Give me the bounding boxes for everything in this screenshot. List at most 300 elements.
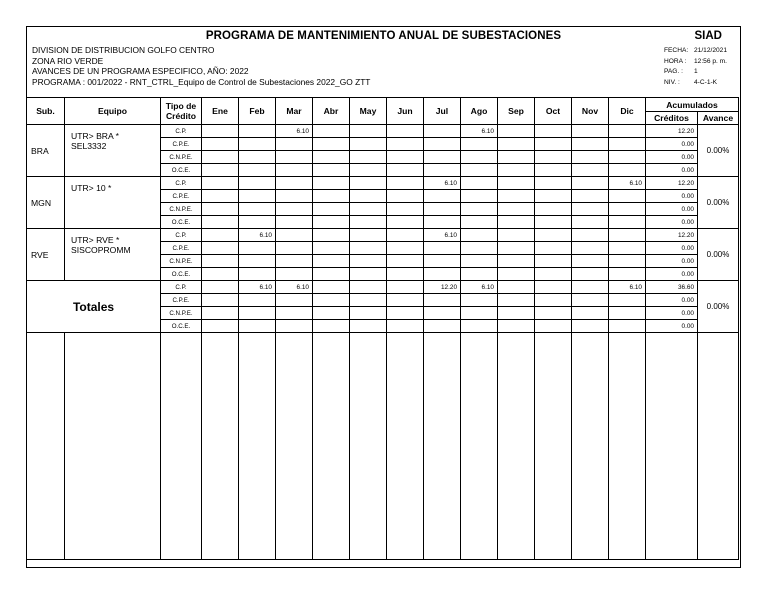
month-value-cell <box>609 307 646 320</box>
month-value-cell <box>498 203 535 216</box>
month-value-cell <box>239 203 276 216</box>
month-value-cell <box>387 242 424 255</box>
filler-cell <box>313 333 350 560</box>
month-value-cell <box>461 203 498 216</box>
month-value-cell <box>461 294 498 307</box>
month-value-cell <box>535 151 572 164</box>
month-value-cell <box>387 177 424 190</box>
month-value-cell <box>202 138 239 151</box>
col-month: Nov <box>572 98 609 125</box>
month-value-cell <box>535 242 572 255</box>
month-value-cell <box>535 203 572 216</box>
month-value-cell <box>239 307 276 320</box>
maintenance-table <box>26 97 739 560</box>
month-value-cell <box>535 229 572 242</box>
equipo-line: UTR> RVE * <box>71 235 120 245</box>
month-value-cell <box>498 177 535 190</box>
month-value-cell <box>313 190 350 203</box>
month-value-cell <box>387 164 424 177</box>
month-value-cell <box>424 151 461 164</box>
month-value-cell <box>313 164 350 177</box>
month-value-cell <box>461 307 498 320</box>
table-body <box>27 125 739 560</box>
report-frame <box>26 26 741 568</box>
month-value-cell <box>424 268 461 281</box>
fecha-label: FECHA: <box>664 47 689 54</box>
creditos-cell: 0.00 <box>646 294 698 307</box>
equipo-line: UTR> 10 * <box>71 183 112 193</box>
month-value-cell <box>387 190 424 203</box>
month-value-cell <box>572 229 609 242</box>
month-value-cell <box>498 138 535 151</box>
month-value-cell <box>202 255 239 268</box>
month-value-cell <box>498 320 535 333</box>
month-value-cell: 6.10 <box>276 125 313 138</box>
month-value-cell <box>572 242 609 255</box>
col-equipo: Equipo <box>65 98 161 125</box>
month-value-cell <box>498 151 535 164</box>
month-value-cell <box>498 125 535 138</box>
avance-cell: 0.00% <box>698 229 739 281</box>
creditos-cell: 0.00 <box>646 138 698 151</box>
equipo-line: UTR> BRA * <box>71 131 119 141</box>
month-value-cell <box>609 242 646 255</box>
month-value-cell <box>461 255 498 268</box>
month-value-cell <box>572 151 609 164</box>
month-value-cell <box>276 268 313 281</box>
month-value-cell <box>276 138 313 151</box>
col-month: Feb <box>239 98 276 125</box>
month-value-cell <box>498 242 535 255</box>
col-avance: Avance <box>698 112 739 125</box>
filler-cell <box>646 333 698 560</box>
creditos-cell: 0.00 <box>646 216 698 229</box>
month-value-cell <box>387 281 424 294</box>
month-value-cell <box>350 229 387 242</box>
month-value-cell <box>313 294 350 307</box>
month-value-cell <box>424 320 461 333</box>
month-value-cell <box>239 255 276 268</box>
tipo-credito-cell: C.N.P.E. <box>161 307 202 320</box>
month-value-cell <box>313 216 350 229</box>
filler-cell <box>27 333 65 560</box>
month-value-cell: 6.10 <box>239 281 276 294</box>
month-value-cell <box>609 268 646 281</box>
month-value-cell <box>350 125 387 138</box>
month-value-cell <box>387 268 424 281</box>
equipo-line: SISCOPROMM <box>71 245 131 255</box>
col-month: Sep <box>498 98 535 125</box>
tipo-credito-cell: C.P.E. <box>161 242 202 255</box>
filler-cell <box>609 333 646 560</box>
filler-cell <box>498 333 535 560</box>
month-value-cell <box>239 294 276 307</box>
avance-cell: 0.00% <box>698 281 739 333</box>
col-month: Dic <box>609 98 646 125</box>
tipo-credito-cell: C.P. <box>161 229 202 242</box>
month-value-cell <box>202 190 239 203</box>
filler-cell <box>350 333 387 560</box>
month-value-cell <box>276 294 313 307</box>
zone-text: ZONA RIO VERDE <box>32 55 104 66</box>
month-value-cell <box>609 255 646 268</box>
month-value-cell: 6.10 <box>424 229 461 242</box>
month-value-cell <box>572 164 609 177</box>
creditos-cell: 12.20 <box>646 177 698 190</box>
month-value-cell <box>572 268 609 281</box>
month-value-cell <box>609 320 646 333</box>
month-value-cell <box>609 138 646 151</box>
month-value-cell <box>498 255 535 268</box>
sub-cell: RVE <box>27 229 65 281</box>
avance-cell: 0.00% <box>698 177 739 229</box>
month-value-cell <box>461 242 498 255</box>
month-value-cell <box>313 242 350 255</box>
creditos-cell: 36.60 <box>646 281 698 294</box>
month-value-cell <box>350 151 387 164</box>
month-value-cell <box>239 268 276 281</box>
month-value-cell <box>276 307 313 320</box>
month-value-cell <box>313 255 350 268</box>
month-value-cell <box>350 138 387 151</box>
tipo-credito-cell: C.P. <box>161 125 202 138</box>
month-value-cell <box>609 151 646 164</box>
month-value-cell <box>313 151 350 164</box>
month-value-cell <box>387 320 424 333</box>
month-value-cell <box>202 216 239 229</box>
equipo-line: SEL3332 <box>71 141 107 151</box>
col-sub: Sub. <box>27 98 65 125</box>
filler-cell <box>161 333 202 560</box>
month-value-cell <box>350 294 387 307</box>
creditos-cell: 0.00 <box>646 255 698 268</box>
month-value-cell <box>461 229 498 242</box>
month-value-cell <box>387 294 424 307</box>
month-value-cell: 6.10 <box>424 177 461 190</box>
hora-value: 12:56 p. m. <box>694 57 727 65</box>
tipo-credito-cell: O.C.E. <box>161 320 202 333</box>
month-value-cell <box>535 125 572 138</box>
month-value-cell <box>535 164 572 177</box>
month-value-cell <box>535 138 572 151</box>
month-value-cell <box>239 164 276 177</box>
col-month: Jul <box>424 98 461 125</box>
month-value-cell <box>498 307 535 320</box>
month-value-cell <box>202 268 239 281</box>
tipo-credito-cell: C.N.P.E. <box>161 151 202 164</box>
month-value-cell <box>202 203 239 216</box>
month-value-cell <box>424 203 461 216</box>
fecha-value: 21/12/2021 <box>694 47 728 54</box>
col-tipo-line1: Tipo de <box>165 101 197 111</box>
advances-text: AVANCES DE UN PROGRAMA ESPECIFICO, AÑO: 2022 <box>32 66 249 77</box>
col-month: Ago <box>461 98 498 125</box>
filler-cell <box>698 333 739 560</box>
month-value-cell: 6.10 <box>461 281 498 294</box>
filler-cell <box>535 333 572 560</box>
hora-label: HORA : <box>664 57 687 65</box>
month-value-cell <box>202 125 239 138</box>
month-value-cell <box>202 320 239 333</box>
system-name: SIAD <box>694 30 722 42</box>
month-value-cell <box>609 229 646 242</box>
month-value-cell <box>535 307 572 320</box>
month-value-cell <box>387 307 424 320</box>
month-value-cell <box>202 294 239 307</box>
tipo-credito-cell: C.P.E. <box>161 138 202 151</box>
month-value-cell <box>609 203 646 216</box>
table-row <box>27 177 739 190</box>
month-value-cell <box>239 177 276 190</box>
month-value-cell <box>572 281 609 294</box>
month-value-cell <box>239 320 276 333</box>
col-month: May <box>350 98 387 125</box>
month-value-cell <box>350 164 387 177</box>
month-value-cell <box>387 216 424 229</box>
tipo-credito-cell: C.N.P.E. <box>161 255 202 268</box>
month-value-cell <box>350 255 387 268</box>
month-value-cell <box>239 138 276 151</box>
month-value-cell <box>424 242 461 255</box>
month-value-cell <box>350 281 387 294</box>
month-value-cell: 12.20 <box>424 281 461 294</box>
month-value-cell <box>498 164 535 177</box>
creditos-cell: 0.00 <box>646 203 698 216</box>
month-value-cell <box>424 138 461 151</box>
filler-cell <box>424 333 461 560</box>
month-value-cell <box>498 216 535 229</box>
month-value-cell <box>276 242 313 255</box>
creditos-cell: 0.00 <box>646 320 698 333</box>
table-row <box>27 281 739 294</box>
month-value-cell <box>276 229 313 242</box>
month-value-cell <box>387 151 424 164</box>
month-value-cell <box>461 177 498 190</box>
month-value-cell <box>239 151 276 164</box>
month-value-cell <box>276 320 313 333</box>
month-value-cell <box>239 242 276 255</box>
month-value-cell <box>313 320 350 333</box>
creditos-cell: 0.00 <box>646 307 698 320</box>
creditos-cell: 0.00 <box>646 151 698 164</box>
equipo-cell <box>65 177 161 229</box>
sub-cell: BRA <box>27 125 65 177</box>
creditos-cell: 12.20 <box>646 229 698 242</box>
month-value-cell <box>276 177 313 190</box>
tipo-credito-cell: C.P.E. <box>161 190 202 203</box>
tipo-credito-cell: O.C.E. <box>161 268 202 281</box>
month-value-cell <box>387 229 424 242</box>
month-value-cell <box>239 190 276 203</box>
month-value-cell <box>202 229 239 242</box>
month-value-cell <box>609 216 646 229</box>
month-value-cell <box>572 294 609 307</box>
month-value-cell <box>313 203 350 216</box>
pag-value: 1 <box>694 68 698 76</box>
tipo-credito-cell: O.C.E. <box>161 216 202 229</box>
filler-cell <box>461 333 498 560</box>
month-value-cell <box>424 164 461 177</box>
month-value-cell <box>387 203 424 216</box>
niv-label: NIV. : <box>664 78 680 86</box>
tipo-credito-cell: C.P. <box>161 177 202 190</box>
col-month: Ene <box>202 98 239 125</box>
month-value-cell <box>424 190 461 203</box>
month-value-cell <box>424 255 461 268</box>
creditos-cell: 0.00 <box>646 190 698 203</box>
month-value-cell <box>498 190 535 203</box>
month-value-cell <box>535 320 572 333</box>
division-text: DIVISION DE DISTRIBUCION GOLFO CENTRO <box>32 45 215 55</box>
month-value-cell <box>461 216 498 229</box>
month-value-cell <box>202 281 239 294</box>
month-value-cell: 6.10 <box>239 229 276 242</box>
month-value-cell <box>424 125 461 138</box>
month-value-cell <box>498 229 535 242</box>
equipo-cell <box>65 125 161 177</box>
month-value-cell <box>202 177 239 190</box>
tipo-credito-cell: O.C.E. <box>161 164 202 177</box>
month-value-cell <box>350 268 387 281</box>
month-value-cell <box>313 268 350 281</box>
month-value-cell <box>498 281 535 294</box>
table-row <box>27 229 739 242</box>
month-value-cell <box>239 216 276 229</box>
month-value-cell <box>609 125 646 138</box>
table-row <box>27 125 739 138</box>
sub-cell: MGN <box>27 177 65 229</box>
month-value-cell <box>535 281 572 294</box>
month-value-cell <box>572 177 609 190</box>
tipo-credito-cell: C.N.P.E. <box>161 203 202 216</box>
month-value-cell <box>424 307 461 320</box>
month-value-cell <box>350 320 387 333</box>
col-creditos: Créditos <box>646 112 698 125</box>
month-value-cell <box>239 125 276 138</box>
filler-cell <box>202 333 239 560</box>
month-value-cell <box>350 242 387 255</box>
filler-cell <box>572 333 609 560</box>
month-value-cell <box>313 125 350 138</box>
month-value-cell <box>202 242 239 255</box>
totales-label: Totales <box>27 281 161 333</box>
month-value-cell: 6.10 <box>609 281 646 294</box>
month-value-cell <box>350 190 387 203</box>
month-value-cell <box>350 216 387 229</box>
niv-value: 4-C-1-K <box>694 78 718 86</box>
col-month: Abr <box>313 98 350 125</box>
month-value-cell <box>276 190 313 203</box>
month-value-cell <box>276 164 313 177</box>
month-value-cell <box>202 307 239 320</box>
month-value-cell <box>609 164 646 177</box>
month-value-cell <box>424 216 461 229</box>
avance-cell: 0.00% <box>698 125 739 177</box>
month-value-cell <box>313 281 350 294</box>
month-value-cell <box>350 203 387 216</box>
month-value-cell <box>461 164 498 177</box>
month-value-cell <box>424 294 461 307</box>
month-value-cell <box>498 268 535 281</box>
report-meta <box>664 46 727 88</box>
month-value-cell <box>313 177 350 190</box>
filler-row <box>27 333 739 560</box>
month-value-cell <box>572 138 609 151</box>
month-value-cell <box>461 138 498 151</box>
col-month: Jun <box>387 98 424 125</box>
col-month: Oct <box>535 98 572 125</box>
month-value-cell <box>609 294 646 307</box>
month-value-cell <box>276 203 313 216</box>
month-value-cell <box>572 190 609 203</box>
month-value-cell <box>313 307 350 320</box>
month-value-cell: 6.10 <box>461 125 498 138</box>
equipo-cell <box>65 229 161 281</box>
month-value-cell <box>535 294 572 307</box>
month-value-cell <box>313 229 350 242</box>
month-value-cell <box>461 320 498 333</box>
filler-cell <box>276 333 313 560</box>
col-tipo-line2: Crédito <box>165 111 197 121</box>
tipo-credito-cell: C.P. <box>161 281 202 294</box>
report-title: PROGRAMA DE MANTENIMIENTO ANUAL DE SUBESTACIONES <box>205 30 562 42</box>
month-value-cell: 6.10 <box>276 281 313 294</box>
month-value-cell <box>498 294 535 307</box>
month-value-cell: 6.10 <box>609 177 646 190</box>
creditos-cell: 12.20 <box>646 125 698 138</box>
col-acumulados: Acumulados <box>646 98 739 112</box>
month-value-cell <box>535 268 572 281</box>
col-month: Mar <box>276 98 313 125</box>
month-value-cell <box>572 203 609 216</box>
month-value-cell <box>535 190 572 203</box>
month-value-cell <box>461 190 498 203</box>
month-value-cell <box>572 320 609 333</box>
filler-cell <box>65 333 161 560</box>
program-text: PROGRAMA : 001/2022 - RNT_CTRL_Equipo de Control de Subestaciones 2022_GO ZTT <box>32 76 371 87</box>
month-value-cell <box>350 307 387 320</box>
month-value-cell <box>202 151 239 164</box>
month-value-cell <box>572 216 609 229</box>
filler-cell <box>387 333 424 560</box>
month-value-cell <box>535 177 572 190</box>
month-value-cell <box>535 255 572 268</box>
month-value-cell <box>461 151 498 164</box>
month-value-cell <box>387 138 424 151</box>
creditos-cell: 0.00 <box>646 242 698 255</box>
tipo-credito-cell: C.P.E. <box>161 294 202 307</box>
month-value-cell <box>276 216 313 229</box>
month-value-cell <box>202 164 239 177</box>
creditos-cell: 0.00 <box>646 268 698 281</box>
report-header-info <box>32 45 370 87</box>
pag-label: PAG. : <box>664 68 683 76</box>
month-value-cell <box>609 190 646 203</box>
month-value-cell <box>387 125 424 138</box>
month-value-cell <box>387 255 424 268</box>
month-value-cell <box>572 307 609 320</box>
filler-cell <box>239 333 276 560</box>
month-value-cell <box>276 255 313 268</box>
month-value-cell <box>350 177 387 190</box>
month-value-cell <box>572 125 609 138</box>
month-value-cell <box>276 151 313 164</box>
month-value-cell <box>461 268 498 281</box>
month-value-cell <box>572 255 609 268</box>
creditos-cell: 0.00 <box>646 164 698 177</box>
month-value-cell <box>535 216 572 229</box>
month-value-cell <box>313 138 350 151</box>
